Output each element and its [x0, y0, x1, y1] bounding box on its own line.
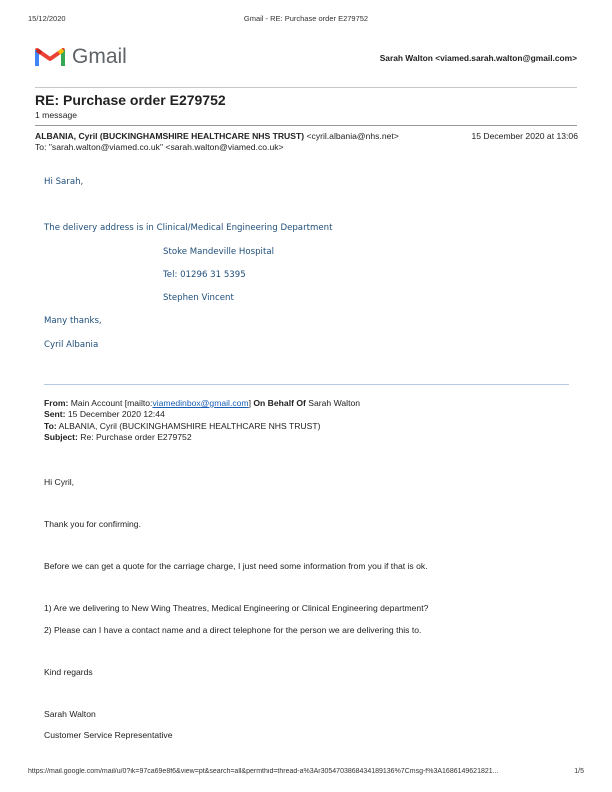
reply-contact: Stephen Vincent	[163, 293, 234, 303]
subject-label: Subject:	[44, 432, 78, 442]
reply-signature: Cyril Albania	[44, 340, 99, 350]
behalf-label: On Behalf Of	[253, 398, 306, 408]
from-label: From:	[44, 398, 69, 408]
behalf-value: Sarah Walton	[308, 398, 361, 408]
thread-subject: RE: Purchase order E279752	[35, 92, 226, 108]
quoted-to-line	[44, 421, 320, 431]
from-close: ]	[248, 398, 251, 408]
subject-divider	[35, 125, 577, 126]
quoted-question-2: 2) Please can I have a contact name and a direct telephone for the person we are delivering this to.	[44, 625, 422, 635]
gmail-logo-text: Gmail	[72, 45, 127, 68]
from-email-link[interactable]: viamedinbox@gmail.com	[152, 398, 249, 408]
quoted-greeting: Hi Cyril,	[44, 477, 75, 487]
quoted-role: Customer Service Representative	[44, 730, 173, 740]
to-label: To:	[44, 421, 57, 431]
quote-divider	[44, 384, 569, 385]
from-value: Main Account [mailto:	[70, 398, 153, 408]
message-date: 15 December 2020 at 13:06	[471, 131, 578, 141]
sender-line	[35, 131, 399, 141]
account-label: Sarah Walton <viamed.sarah.walton@gmail.com>	[379, 53, 577, 63]
sent-value: 15 December 2020 12:44	[67, 409, 165, 419]
quoted-paragraph-1: Thank you for confirming.	[44, 519, 141, 529]
sender-name: ALBANIA, Cyril (BUCKINGHAMSHIRE HEALTHCARE NHS TRUST)	[35, 131, 305, 141]
print-page-title: Gmail - RE: Purchase order E279752	[243, 14, 369, 23]
header-divider	[35, 87, 577, 88]
reply-hospital: Stoke Mandeville Hospital	[163, 247, 274, 257]
quoted-from-line	[44, 398, 360, 408]
print-page-number: 1/5	[574, 768, 584, 775]
reply-thanks: Many thanks,	[44, 316, 102, 326]
message-count: 1 message	[35, 110, 78, 120]
quoted-subject-line	[44, 432, 192, 442]
quoted-sent-line	[44, 409, 165, 419]
recipient-line: To: "sarah.walton@viamed.co.uk" <sarah.walton@viamed.co.uk>	[35, 142, 284, 152]
print-url: https://mail.google.com/mail/u/0?ik=97ca69e8f6&view=pt&search=all&permthid=thread-a%3Ar3054703868434189136%7Cmsg-f%3A1686149621821...	[28, 768, 499, 775]
sender-email[interactable]: <cyril.albania@nhs.net>	[306, 131, 399, 141]
to-value: ALBANIA, Cyril (BUCKINGHAMSHIRE HEALTHCARE NHS TRUST)	[58, 421, 321, 431]
reply-delivery-line: The delivery address is in Clinical/Medical Engineering Department	[44, 223, 333, 233]
quoted-paragraph-2: Before we can get a quote for the carriage charge, I just need some information from you if that is ok.	[44, 561, 428, 571]
quoted-question-1: 1) Are we delivering to New Wing Theatres, Medical Engineering or Clinical Engineering department?	[44, 603, 429, 613]
subject-value: Re: Purchase order E279752	[80, 432, 192, 442]
quoted-name: Sarah Walton	[44, 709, 96, 719]
reply-telephone: Tel: 01296 31 5395	[163, 270, 246, 280]
reply-greeting: Hi Sarah,	[44, 177, 84, 187]
sent-label: Sent:	[44, 409, 66, 419]
print-date: 15/12/2020	[28, 14, 66, 23]
gmail-m-icon	[35, 44, 65, 68]
quoted-regards: Kind regards	[44, 667, 93, 677]
